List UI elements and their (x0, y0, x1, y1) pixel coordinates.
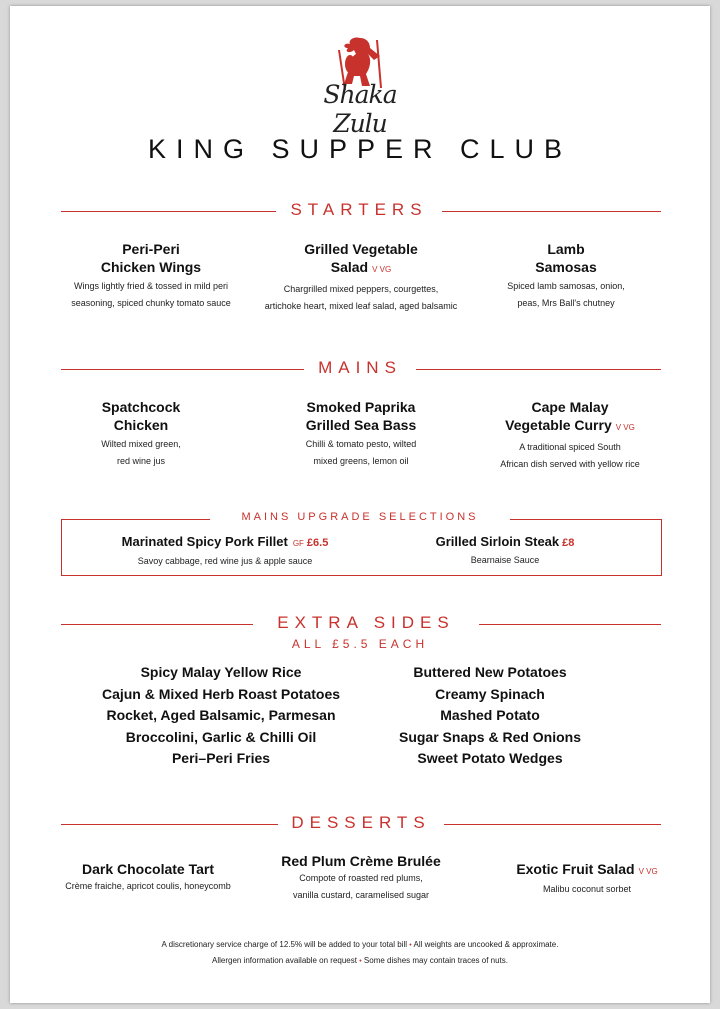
item-description: peas, Mrs Ball's chutney (517, 298, 615, 308)
item-name: Cape Malay (531, 399, 609, 415)
upgrade-item (390, 533, 620, 568)
footer-line (40, 940, 680, 949)
upgrade-heading: MAINS UPGRADE SELECTIONS (210, 511, 510, 523)
item-description: Compote of roasted red plums, (299, 873, 423, 883)
item-name: Spatchcock (101, 399, 181, 415)
side-item: Rocket, Aged Balsamic, Parmesan (106, 707, 336, 723)
item-name: Grilled Vegetable (304, 241, 418, 257)
item-name: Peri-Peri (122, 241, 180, 257)
side-item: Sugar Snaps & Red Onions (398, 728, 582, 745)
upgrade-item (90, 533, 360, 569)
item-name-row (459, 416, 681, 437)
item-name-row (90, 533, 360, 553)
separator-dot: • (359, 958, 362, 965)
side-item: Buttered New Potatoes (413, 664, 567, 680)
item-price: £8 (562, 537, 575, 549)
item-price: £6.5 (306, 537, 329, 549)
item-name: Chicken (113, 417, 169, 433)
item-name: Dark Chocolate Tart (82, 861, 214, 877)
side-item: Peri–Peri Fries (171, 750, 271, 766)
item-description: Wilted mixed green, (101, 439, 181, 449)
item-name: Chicken Wings (100, 259, 202, 275)
menu-item (30, 398, 252, 470)
item-name: Salad (330, 259, 369, 275)
item-description: Chargrilled mixed peppers, courgettes, (283, 284, 439, 294)
side-item: Sweet Potato Wedges (417, 750, 563, 766)
side-item: Creamy Spinach (435, 685, 545, 702)
item-description: artichoke heart, mixed leaf salad, aged balsamic (264, 301, 458, 311)
menu-item (250, 240, 472, 315)
side-item: Mashed Potato (440, 707, 540, 723)
item-description: African dish served with yellow rice (500, 459, 640, 469)
sides-subheading: ALL £5.5 EACH (291, 637, 429, 651)
item-name-row (250, 258, 472, 279)
page-title: KING SUPPER CLUB (147, 134, 573, 164)
side-item: Spicy Malay Yellow Rice (140, 664, 302, 680)
item-description: seasoning, spiced chunky tomato sauce (71, 298, 231, 308)
logo-text: Shaka Zulu (323, 80, 397, 138)
item-description: Spiced lamb samosas, onion, (507, 281, 625, 291)
menu-item (250, 398, 472, 470)
footer-line (40, 956, 680, 965)
item-name-row (390, 533, 620, 552)
item-description: Wings lightly fried & tossed in mild peri (73, 281, 229, 291)
item-description: Savoy cabbage, red wine jus & apple sauce (137, 556, 313, 566)
dietary-tag: GF (292, 539, 304, 548)
weights-note: All weights are uncooked & approximate. (413, 940, 559, 949)
menu-item (459, 398, 681, 473)
sides-right-list (375, 662, 605, 770)
menu-item (476, 860, 698, 898)
item-description: red wine jus (116, 456, 166, 466)
desserts-heading: DESSERTS (278, 813, 444, 833)
item-name: Smoked Paprika (306, 399, 416, 415)
item-name-row (476, 860, 698, 881)
item-description: Bearnaise Sauce (470, 555, 540, 565)
service-charge-note: A discretionary service charge of 12.5% will be added to your total bill (161, 940, 408, 949)
starters-heading: STARTERS (276, 200, 442, 220)
item-description: vanilla custard, caramelised sugar (292, 890, 430, 900)
allergen-note: Allergen information available on request (212, 956, 357, 965)
item-name: Exotic Fruit Salad (516, 861, 635, 877)
item-name: Grilled Sea Bass (305, 417, 417, 433)
item-name: Grilled Sirloin Steak (435, 534, 560, 549)
dietary-tag: V VG (372, 265, 392, 274)
item-name: Vegetable Curry (505, 417, 612, 433)
item-name: Samosas (535, 259, 597, 275)
item-description: Chilli & tomato pesto, wilted (305, 439, 417, 449)
nuts-note: Some dishes may contain traces of nuts. (363, 956, 508, 965)
item-name: Lamb (547, 241, 585, 257)
menu-item (455, 240, 677, 312)
item-description: mixed greens, lemon oil (313, 456, 409, 466)
sides-left-list (86, 662, 356, 770)
mains-heading: MAINS (304, 358, 416, 378)
menu-item (40, 240, 262, 312)
item-name: Red Plum Crème Brulée (281, 853, 441, 869)
dietary-tag: V VG (615, 423, 635, 432)
item-name: Marinated Spicy Pork Fillet (121, 534, 288, 549)
item-description: Malibu coconut sorbet (542, 884, 632, 894)
dietary-tag: V VG (638, 867, 658, 876)
menu-item (37, 860, 259, 895)
item-description: Crème fraiche, apricot coulis, honeycomb (65, 881, 231, 891)
separator-dot: • (409, 942, 412, 949)
item-description: A traditional spiced South (519, 442, 621, 452)
sides-heading: EXTRA SIDES (253, 613, 479, 633)
side-item: Broccolini, Garlic & Chilli Oil (125, 728, 317, 745)
brand-logo (290, 30, 430, 138)
menu-item (250, 852, 472, 904)
side-item: Cajun & Mixed Herb Roast Potatoes (101, 685, 341, 702)
